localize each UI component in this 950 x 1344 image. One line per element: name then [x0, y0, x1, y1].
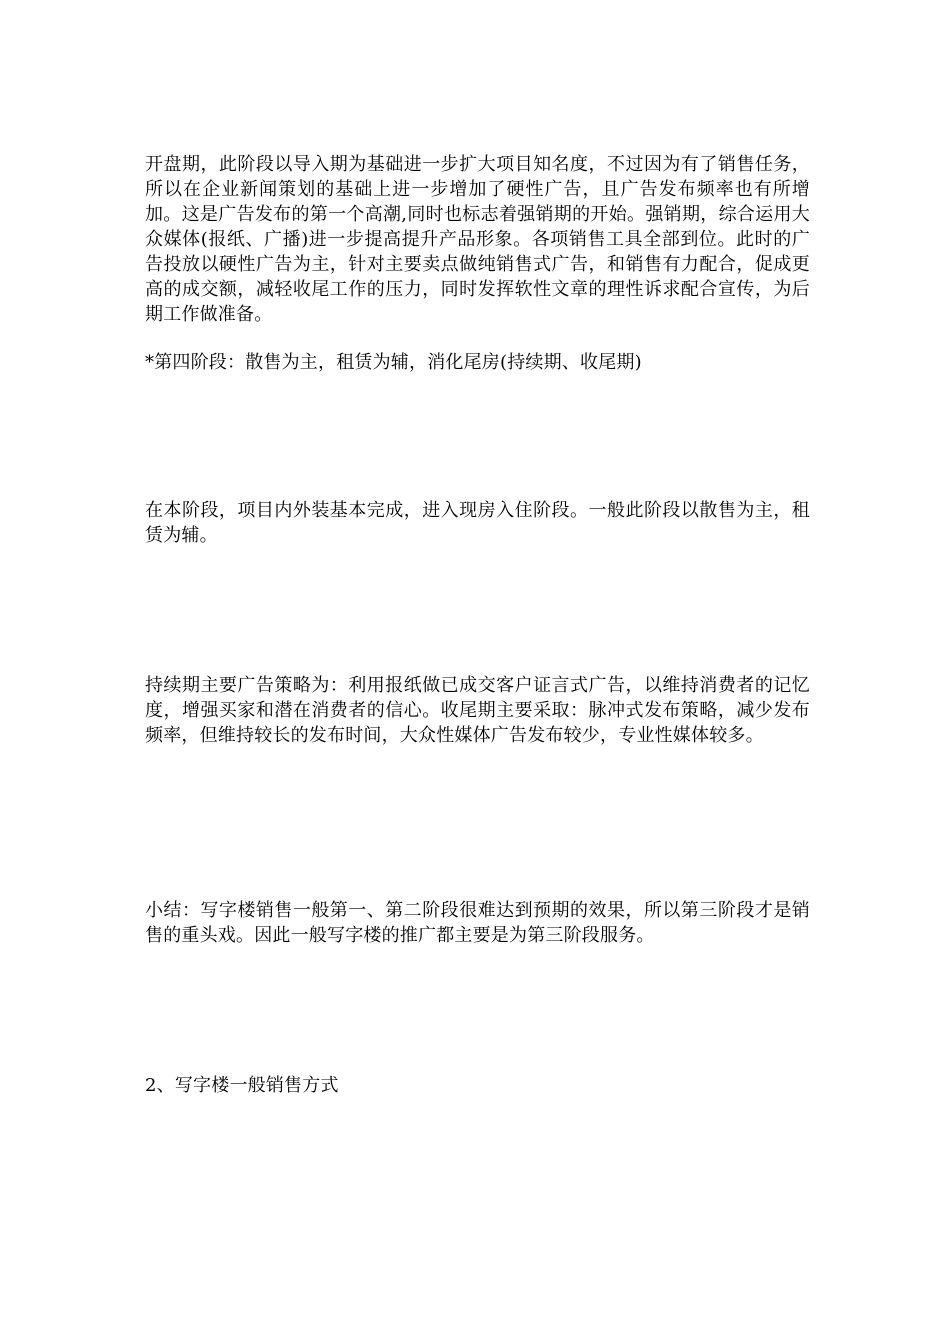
paragraph-stage-four-heading: *第四阶段：散售为主，租赁为辅，消化尾房(持续期、收尾期) [145, 352, 642, 373]
section-heading-sales-methods: 2、写字楼一般销售方式 [145, 1075, 339, 1096]
paragraph-opening-period: 开盘期，此阶段以导入期为基础进一步扩大项目知名度，不过因为有了销售任务，所以在企业新闻策划的基础上进一步增加了硬性广告，且广告发布频率也有所增加。这是广告发布的第一个高潮,同时也标志着强销期的开始。强销期，综合运用大众媒体(报纸、广播)进一步提高提升产品形象。各项销售工具全部到位。此时的广告投放以硬性广告为主，针对主要卖点做纯销售式广告，和销售有力配合，促成更高的成交额，减轻收尾工作的压力，同时发挥软性文章的理性诉求配合宣传，为后期工作做准备。 [145, 154, 810, 325]
paragraph-ad-strategy: 持续期主要广告策略为：利用报纸做已成交客户证言式广告，以维持消费者的记忆度，增强买家和潜在消费者的信心。收尾期主要采取：脉冲式发布策略，减少发布频率，但维持较长的发布时间，大众性媒体广告发布较少，专业性媒体较多。 [145, 675, 810, 746]
paragraph-summary: 小结：写字楼销售一般第一、第二阶段很难达到预期的效果，所以第三阶段才是销售的重头戏。因此一般写字楼的推广都主要是为第三阶段服务。 [145, 900, 810, 946]
paragraph-stage-four-description: 在本阶段，项目内外装基本完成，进入现房入住阶段。一般此阶段以散售为主，租赁为辅。 [145, 500, 810, 546]
